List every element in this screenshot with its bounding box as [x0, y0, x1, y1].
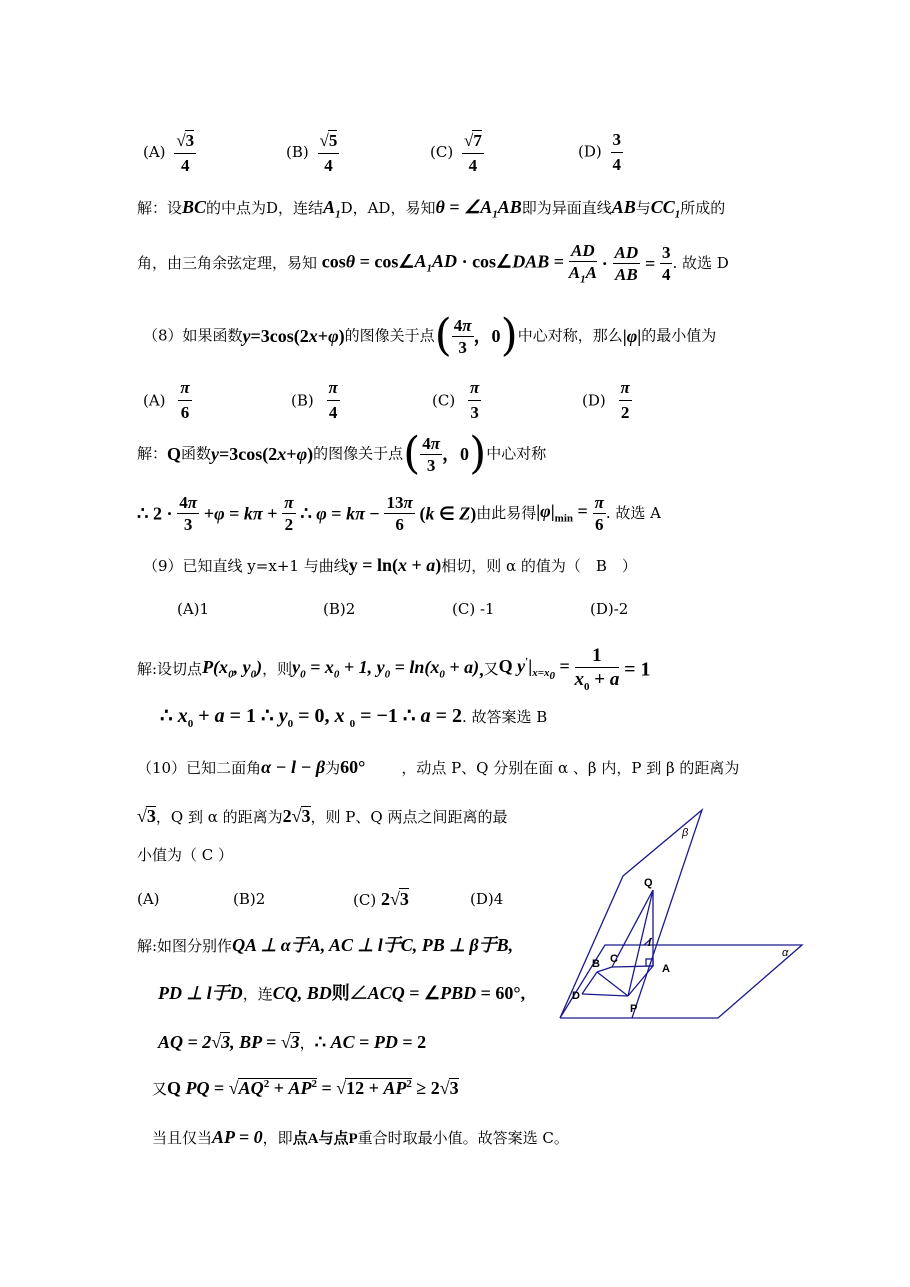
text: （8）如果函数: [143, 326, 243, 345]
q8-solution-line2: ∴ 2 · $\frac{4\pi}{3}$ +φ = kπ + $\frac{\pi}{2}$ ∴ φ = kπ − $\frac{13\pi}{6}$ (k ∈ Z)由此易得$|\varphi|_{min}$ = $\frac{\pi}{6}$ . 故选 A: [137, 493, 661, 534]
q7-option-a: (A): [143, 143, 166, 161]
q7-options: (A) $\frac{√3}{4}$: [143, 131, 195, 175]
text: 即为异面直线: [521, 199, 612, 217]
text: 所成的: [680, 199, 726, 217]
text: 当且仅当: [152, 1129, 213, 1147]
label-P: P: [630, 1003, 638, 1015]
q9-stem: （9）已知直线 y=x+1 与曲线y = ln(x + a)相切，则 α 的值为（ B ）: [143, 555, 637, 575]
label-beta: β: [682, 827, 689, 839]
text: . 故答案选 B: [462, 708, 548, 726]
q7-solution-line1: 解：设BC的中点为D，连结$A_1D$，AD，易知$\theta = \angle A_1AB$即为异面直线AB与$CC_1$所成的: [137, 197, 726, 221]
q9-solution-line1: 解:设切点$P(x_0$, $y_0$)，则$y_0 = x_0 + 1$, $y_0 = \ln(x_0 + a)$,又Q $y'|_{x=x_0}$ = $\frac{1}{x_0 + a}$ = 1: [137, 645, 651, 693]
plane-beta-outline: [560, 810, 702, 1018]
q7-option-d: (D) $\frac{3}{4}$: [578, 130, 622, 174]
text: 的中点为D，连结: [206, 199, 324, 217]
q8-option-d: (D) $\frac{\pi}{2}$: [582, 378, 630, 422]
text: 中心对称: [486, 444, 547, 463]
q8-option-b: (B) $\frac{\pi}{4}$: [291, 378, 338, 422]
text: (C): [353, 891, 377, 909]
label-alpha: α: [782, 947, 789, 959]
text: （9）已知直线 y=x+1 与曲线: [143, 557, 349, 575]
q10-solution-line1: 解:如图分别作QA ⊥ α于A, AC ⊥ l于C, PB ⊥ β于B,: [137, 935, 514, 955]
label-C: C: [610, 953, 618, 965]
q7-option-b-label: (B): [286, 143, 309, 161]
text: 角，由三角余弦定理，易知: [137, 254, 318, 273]
text: （10）已知二面角: [137, 759, 262, 777]
label-B: B: [592, 958, 600, 970]
text: ，则: [262, 659, 293, 678]
q10-stem-line2: √3，Q 到 α 的距离为2√3，则 P、Q 两点之间距离的最: [137, 806, 508, 826]
q10-option-c: (C) 2√3: [353, 889, 409, 909]
text: 函数: [181, 444, 212, 463]
text: 与: [635, 199, 651, 217]
q9-option-b: (B)2: [323, 600, 356, 618]
text: (B): [291, 391, 314, 410]
text: . 故选 A: [605, 504, 661, 522]
q9-option-a: (A)1: [177, 600, 210, 618]
text: 的图像关于点: [313, 444, 404, 463]
q10-solution-line5: 当且仅当AP = 0，即点A与点P重合时取最小值。故答案选 C。: [152, 1127, 569, 1147]
text: 为: [325, 759, 341, 777]
line-BP: [597, 972, 628, 996]
label-D: D: [572, 990, 580, 1002]
text: D，AD，易知: [340, 199, 436, 217]
text: 点A与点P: [292, 1131, 358, 1147]
text: 解：: [137, 444, 168, 463]
text: 的最小值为: [641, 326, 717, 345]
q10-option-b: (B)2: [233, 890, 266, 908]
text: ，即: [262, 1129, 293, 1147]
q7-option-b: (B) $\frac{√5}{4}$: [286, 131, 338, 175]
text: 由此易得: [476, 504, 537, 522]
q9-option-d: (D)-2: [590, 600, 629, 618]
text: 解：设: [137, 199, 183, 217]
q10-solution-line2: PD ⊥ l于D，连CQ, BD则∠ACQ = ∠PBD = 60°,: [158, 983, 526, 1003]
text: 重合时取最小值。故答案选 C。: [357, 1129, 569, 1147]
q10-stem-line3: 小值为（ C ）: [137, 846, 234, 864]
q7-solution-line2: 角，由三角余弦定理，易知 $\cos\theta = \cos\angle A_1AD$ · cos∠DAB = $\frac{AD}{A_1A}$ · $\frac{AD}{AB}$ = $\frac{3}{4}$ . 故选 D: [137, 241, 729, 286]
text: (C): [432, 391, 456, 410]
text: . 故选 D: [672, 254, 729, 273]
q8-option-a: (A) $\frac{\pi}{6}$: [143, 378, 190, 422]
q7-option-c: (C) $\frac{√7}{4}$: [430, 131, 482, 175]
q10-solution-line3: AQ = 2√3, BP = √3，∴ AC = PD = 2: [158, 1032, 427, 1052]
text: ，Q 到 α 的距离为: [155, 808, 283, 826]
q7-option-c-label: (C): [430, 143, 454, 161]
text: ，连: [242, 985, 273, 1003]
label-Q: Q: [644, 877, 653, 889]
text: 解:如图分别作: [137, 937, 233, 955]
text: ，动点 P、Q 分别在面 α 、β 内，P 到 β 的距离为: [401, 759, 740, 777]
q8-solution-line1: 解：Q函数y=3cos(2x+φ)的图像关于点( $\frac{4\pi}{3}$ ，0)中心对称: [137, 428, 547, 479]
text: ，则 P、Q 两点之间距离的最: [310, 808, 508, 826]
text: (D): [582, 391, 606, 410]
q9-solution-line2: ∴ $x_0 + a = 1$ ∴ $y_0 = 0$, x $_0$ = −1 ∴ a = 2. 故答案选 B: [160, 705, 548, 730]
text: ，: [299, 1034, 315, 1052]
line-DP: [582, 994, 628, 996]
text: 又: [483, 659, 499, 678]
text: (A): [143, 391, 166, 410]
text: 中心对称，那么: [517, 326, 623, 345]
q8-option-c: (C) $\frac{\pi}{3}$: [432, 378, 480, 422]
text: 相切，则 α 的值为（ B ）: [441, 557, 637, 575]
q8-stem: （8）如果函数y=3cos(2x+φ)的图像关于点( $\frac{4\pi}{3}$ ，0)中心对称，那么|φ|的最小值为: [143, 310, 717, 361]
q10-option-d: (D)4: [470, 890, 504, 908]
q7-option-d-label: (D): [578, 142, 602, 161]
q10-option-a: (A): [137, 890, 160, 908]
q10-stem-line1: （10）已知二面角α − l − β为60° ，动点 P、Q 分别在面 α 、β 内，P 到 β 的距离为: [137, 757, 740, 777]
plane-alpha-outline: [560, 945, 802, 1018]
q9-option-c: (C) -1: [452, 600, 495, 618]
text: 的图像关于点: [344, 326, 435, 345]
q10-solution-line4: 又Q PQ = $√AQ^2 + AP^2 = √12 + AP^2 \ge 2√3$: [152, 1078, 459, 1098]
text: 又: [152, 1080, 168, 1098]
label-l: l: [648, 937, 652, 949]
line-QC: [612, 890, 653, 967]
dihedral-angle-figure: [550, 800, 810, 1025]
text: 解:设切点: [137, 659, 203, 678]
label-A: A: [662, 963, 670, 975]
line-DB: [582, 972, 597, 994]
